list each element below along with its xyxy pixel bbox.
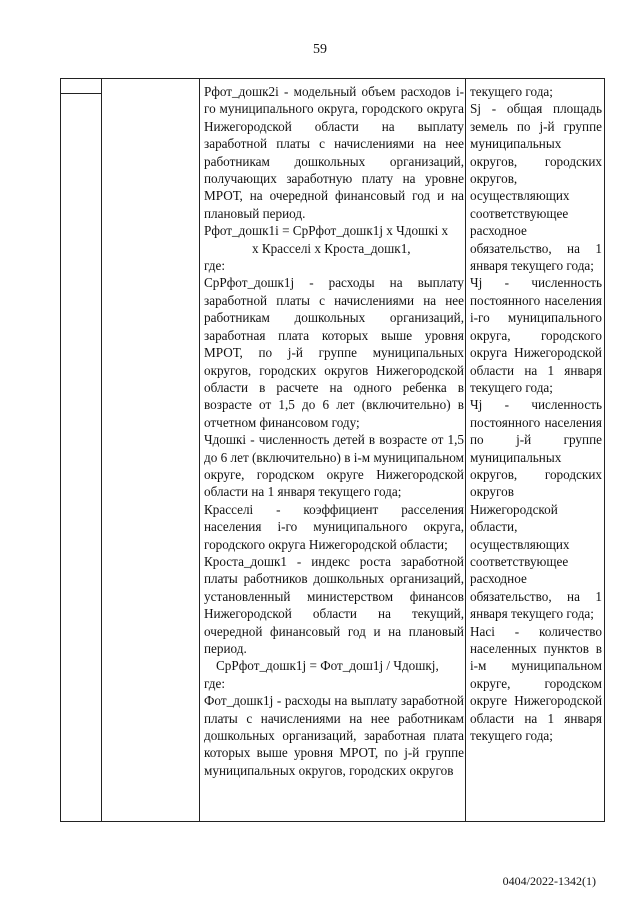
formula-rfot-doshk1: Рфот_дошк1i = СрРфот_дошк1j х Чдошкi х	[204, 223, 449, 239]
right-column-text	[470, 83, 602, 744]
where-label: где:	[204, 675, 225, 691]
document-table	[60, 78, 605, 822]
right-paragraph: текущего года;	[470, 84, 553, 99]
definition-chdoshk: Чдошкi - численность детей в возрасте от 1,5 до 6 лет (включительно) в i-м муниципальном округе, городском округе Нижегородской области на 1 января текущего года;	[204, 432, 464, 500]
definition-chi: Чj - численность постоянного населения i-го муниципального округа, городского округа Нижегородской области на 1 января текущего года;	[470, 275, 602, 395]
where-label: где:	[204, 258, 225, 274]
definition-fot-doshk1: Фот_дошк1j - расходы на выплату заработной платы с начислениями на нее работникам дошкольных организаций, заработная плата которых выше уровня МРОТ, по j-й группе муниципальных округов, городских округов	[204, 693, 464, 778]
column-divider	[199, 79, 200, 821]
row-divider	[61, 93, 101, 94]
formula-srrfot-doshk1: СрРфот_дошк1j = Фот_дош1j / Чдошкj,	[216, 658, 439, 674]
definition-krassel: Красселi - коэффициент расселения населения i-го муниципального округа, городского округа Нижегородской области;	[204, 501, 464, 552]
formula-continuation: х Кpaсселi х Кроста_дошк1,	[252, 240, 411, 256]
definition-nasi: Насi - количество населенных пунктов в i-м муниципальном округе, городском округе Нижегородской области на 1 января текущего года;	[470, 623, 602, 744]
column-divider	[465, 79, 466, 821]
column-divider	[101, 79, 102, 821]
definition-sj: Sj - общая площадь земель по j-й группе муниципальных округов, городских округов, осуществляющих соответствующее расходное обязательство, на 1 января текущего года;	[470, 101, 602, 274]
definition-rfot-doshk2: Рфот_дошк2i - модельный объем расходов i-го муниципального округа, городского округа Нижегородской области на выплату заработной платы с начислениями на нее работникам дошкольных организаций, получающих заработную плату на уровне МРОТ, на очередной финансовый год и на плановый период.	[204, 84, 464, 221]
middle-column-text	[204, 83, 464, 779]
definition-krosta-doshk1: Кроста_дошк1 - индекс роста заработной платы работников дошкольных организаций, установленный министерством финансов Нижегородской области на текущий, очередной финансовый год и на плановый период.	[204, 553, 464, 656]
definition-srrfot-doshk1: СрРфот_дошк1j - расходы на выплату заработной платы с начислениями на нее работникам дошкольных организаций, заработная плата которых выше уровня МРОТ, по j-й группе муниципальных округов, городских округов Нижегородской области в расчете на одного ребенка в возрасте от 1,5 до 6 лет (включительно) в отчетном финансовом году;	[204, 275, 464, 430]
page-number: 59	[313, 42, 327, 57]
document-code: 0404/2022-1342(1)	[502, 874, 596, 888]
definition-chj: Чj - численность постоянного населения по j-й группе муниципальных округов, городских округов Нижегородской области, осуществляющих соответствующее расходное обязательство, на 1 января текущего года;	[470, 397, 602, 622]
